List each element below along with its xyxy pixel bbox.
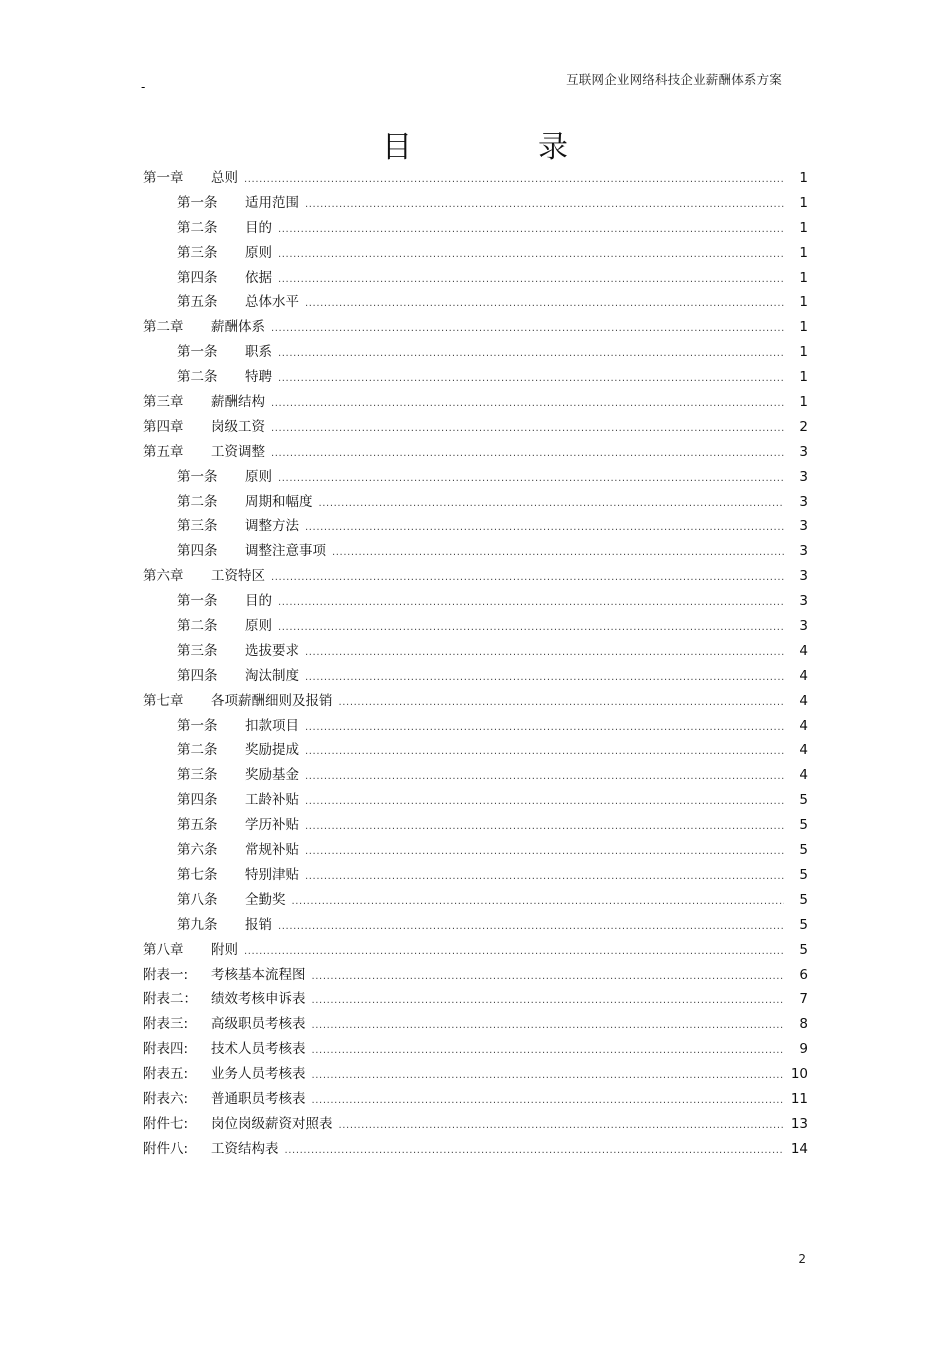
toc-entry-title: 奖励基金 [245, 767, 299, 784]
toc-entry-number: 第二条 [177, 493, 218, 510]
toc-entry-number: 附表五: [143, 1066, 189, 1083]
toc-entry-title: 学历补贴 [245, 817, 299, 834]
toc-entry-page: 5 [799, 792, 808, 809]
toc-entry-number: 第七章 [143, 692, 184, 709]
toc-entry-title: 报销 [245, 916, 272, 933]
toc-entry-number: 第四条 [177, 667, 218, 684]
toc-entry-page: 5 [799, 817, 808, 834]
toc-article-row[interactable] [143, 465, 808, 490]
toc-entry-number: 附件八: [143, 1140, 189, 1157]
toc-entry-number: 第九条 [177, 916, 218, 933]
toc-chapter-row[interactable] [143, 415, 808, 440]
toc-entry-title: 薪酬结构 [211, 394, 265, 411]
toc-entry-title: 绩效考核申诉表 [211, 991, 306, 1008]
toc-dot-leader [305, 516, 784, 541]
toc-entry-page: 11 [790, 1090, 808, 1107]
toc-article-row[interactable] [143, 738, 808, 763]
toc-dot-leader [312, 989, 785, 1014]
toc-chapter-row[interactable] [143, 1137, 808, 1162]
toc-entry-page: 3 [799, 593, 808, 610]
toc-entry-title: 附则 [211, 941, 238, 958]
toc-entry-page: 3 [799, 468, 808, 485]
toc-article-row[interactable] [143, 539, 808, 564]
toc-entry-number: 第六章 [143, 568, 184, 585]
toc-entry-page: 3 [799, 618, 808, 635]
toc-chapter-row[interactable] [143, 315, 808, 340]
toc-entry-page: 1 [799, 294, 808, 311]
toc-entry-page: 1 [799, 170, 808, 186]
toc-entry-title: 目的 [245, 593, 272, 610]
toc-entry-number: 第二条 [177, 219, 218, 236]
toc-dot-leader [312, 1089, 785, 1114]
toc-dot-leader [278, 591, 784, 616]
toc-article-row[interactable] [143, 813, 808, 838]
toc-entry-title: 原则 [245, 468, 272, 485]
toc-entry-page: 1 [799, 369, 808, 386]
toc-entry-number: 第二章 [143, 319, 184, 336]
toc-chapter-row[interactable] [143, 963, 808, 988]
toc-entry-number: 附表三: [143, 1016, 189, 1033]
toc-entry-title: 特别津贴 [245, 866, 299, 883]
toc-article-row[interactable] [143, 514, 808, 539]
toc-dot-leader [312, 1039, 785, 1064]
toc-entry-page: 4 [799, 717, 808, 734]
toc-article-row[interactable] [143, 290, 808, 315]
toc-dot-leader [244, 940, 784, 965]
toc-entry-title: 奖励提成 [245, 742, 299, 759]
toc-entry-number: 第三条 [177, 767, 218, 784]
toc-article-row[interactable] [143, 589, 808, 614]
toc-entry-title: 总体水平 [245, 294, 299, 311]
toc-entry-title: 薪酬体系 [211, 319, 265, 336]
toc-dot-leader [271, 317, 784, 342]
toc-entry-page: 10 [790, 1066, 808, 1083]
toc-dot-leader [319, 492, 785, 517]
toc-entry-number: 第三条 [177, 244, 218, 261]
toc-entry-number: 第六条 [177, 842, 218, 859]
toc-entry-title: 原则 [245, 244, 272, 261]
toc-article-row[interactable] [143, 365, 808, 390]
toc-entry-title: 普通职员考核表 [211, 1090, 306, 1107]
toc-chapter-row[interactable] [143, 440, 808, 465]
toc-entry-page: 7 [799, 991, 808, 1008]
toc-dot-leader [278, 342, 784, 367]
toc-entry-number: 第一条 [177, 194, 218, 211]
toc-chapter-row[interactable] [143, 166, 808, 191]
toc-entry-title: 工龄补贴 [245, 792, 299, 809]
toc-article-row[interactable] [143, 490, 808, 515]
toc-dot-leader [278, 243, 784, 268]
toc-dot-leader [332, 541, 784, 566]
toc-dot-leader [271, 442, 784, 467]
toc-entry-page: 5 [799, 941, 808, 958]
toc-entry-page: 4 [799, 667, 808, 684]
toc-entry-number: 附表二： [143, 991, 197, 1008]
toc-entry-page: 1 [799, 269, 808, 286]
toc-entry-number: 第二条 [177, 618, 218, 635]
toc-entry-title: 调整注意事项 [245, 543, 326, 560]
toc-article-row[interactable] [143, 614, 808, 639]
toc-entry-page: 3 [799, 518, 808, 535]
toc-dot-leader [305, 666, 784, 691]
toc-dot-leader [285, 1139, 785, 1164]
toc-entry-page: 1 [799, 194, 808, 211]
toc-article-row[interactable] [143, 266, 808, 291]
toc-dot-leader [305, 840, 784, 865]
toc-dot-leader [305, 815, 784, 840]
toc-entry-number: 附表六: [143, 1090, 189, 1107]
toc-entry-page: 1 [799, 244, 808, 261]
toc-entry-title: 目的 [245, 219, 272, 236]
toc-entry-title: 工资结构表 [211, 1140, 279, 1157]
running-header: 互联网企业网络科技企业薪酬体系方案 [566, 72, 782, 87]
toc-dot-leader [271, 392, 784, 417]
toc-entry-page: 1 [799, 344, 808, 361]
toc-entry-title: 适用范围 [245, 194, 299, 211]
toc-entry-number: 第四条 [177, 269, 218, 286]
toc-chapter-row[interactable] [143, 689, 808, 714]
toc-dot-leader [305, 641, 784, 666]
toc-article-row[interactable] [143, 838, 808, 863]
toc-chapter-row[interactable] [143, 564, 808, 589]
toc-article-row[interactable] [143, 340, 808, 365]
toc-entry-number: 附表一: [143, 966, 189, 983]
toc-dot-leader [312, 1014, 785, 1039]
toc-entry-number: 第四条 [177, 543, 218, 560]
toc-entry-title: 调整方法 [245, 518, 299, 535]
toc-dot-leader [271, 417, 784, 442]
toc-entry-title: 各项薪酬细则及报销 [211, 692, 333, 709]
toc-dot-leader [292, 890, 785, 915]
toc-entry-title: 淘汰制度 [245, 667, 299, 684]
toc-chapter-row[interactable] [143, 987, 808, 1012]
toc-article-row[interactable] [143, 241, 808, 266]
toc-entry-number: 第五条 [177, 817, 218, 834]
toc-entry-title: 扣款项目 [245, 717, 299, 734]
toc-dot-leader [278, 367, 784, 392]
toc-dot-leader [312, 965, 785, 990]
toc-entry-page: 1 [799, 394, 808, 411]
toc-entry-number: 第八条 [177, 891, 218, 908]
toc-entry-number: 第一章 [143, 170, 184, 186]
toc-entry-title: 原则 [245, 618, 272, 635]
header-mark: - [141, 80, 146, 94]
toc-article-row[interactable] [143, 763, 808, 788]
toc-entry-number: 第五章 [143, 443, 184, 460]
toc-article-row[interactable] [143, 913, 808, 938]
toc-entry-page: 4 [799, 767, 808, 784]
toc-chapter-row[interactable] [143, 1062, 808, 1087]
toc-dot-leader [305, 292, 784, 317]
toc-entry-page: 2 [799, 418, 808, 435]
toc-article-row[interactable] [143, 639, 808, 664]
toc-article-row[interactable] [143, 863, 808, 888]
toc-entry-title: 岗位岗级薪资对照表 [211, 1115, 333, 1132]
toc-chapter-row[interactable] [143, 390, 808, 415]
toc-entry-number: 第二条 [177, 742, 218, 759]
toc-entry-title: 业务人员考核表 [211, 1066, 306, 1083]
toc-entry-page: 1 [799, 319, 808, 336]
toc-entry-number: 第一条 [177, 344, 218, 361]
toc-entry-title: 高级职员考核表 [211, 1016, 306, 1033]
toc-entry-title: 技术人员考核表 [211, 1041, 306, 1058]
toc-entry-number: 第二条 [177, 369, 218, 386]
toc-entry-title: 全勤奖 [245, 891, 286, 908]
toc-entry-page: 13 [790, 1115, 808, 1132]
toc-dot-leader [278, 268, 784, 293]
toc-entry-page: 8 [799, 1016, 808, 1033]
toc-dot-leader [305, 716, 784, 741]
toc-dot-leader [305, 765, 784, 790]
toc-entry-number: 第一条 [177, 593, 218, 610]
toc-article-row[interactable] [143, 788, 808, 813]
toc-entry-number: 第三条 [177, 518, 218, 535]
toc-title: 目 录 [382, 130, 616, 165]
toc-dot-leader [271, 566, 784, 591]
toc-dot-leader [305, 865, 784, 890]
toc-entry-number: 第四条 [177, 792, 218, 809]
toc-entry-page: 4 [799, 742, 808, 759]
toc-chapter-row[interactable] [143, 1012, 808, 1037]
toc-entry-title: 特聘 [245, 369, 272, 386]
toc-article-row[interactable] [143, 664, 808, 689]
toc-dot-leader [339, 1114, 785, 1139]
toc-entry-title: 周期和幅度 [245, 493, 313, 510]
toc-chapter-row[interactable] [143, 938, 808, 963]
toc-entry-title: 总则 [211, 170, 238, 186]
page-number: 2 [798, 1252, 806, 1266]
toc-dot-leader [278, 915, 784, 940]
toc-entry-page: 5 [799, 891, 808, 908]
toc-entry-title: 职系 [245, 344, 272, 361]
toc-dot-leader [305, 740, 784, 765]
toc-entry-page: 6 [799, 966, 808, 983]
toc-chapter-row[interactable] [143, 1112, 808, 1137]
toc-entry-number: 第一条 [177, 468, 218, 485]
toc-entry-page: 9 [799, 1041, 808, 1058]
toc-entry-title: 岗级工资 [211, 418, 265, 435]
toc-dot-leader [305, 790, 784, 815]
table-of-contents [143, 166, 808, 1162]
toc-entry-page: 14 [790, 1140, 808, 1157]
toc-dot-leader [244, 168, 784, 193]
toc-entry-title: 常规补贴 [245, 842, 299, 859]
toc-entry-title: 工资特区 [211, 568, 265, 585]
toc-entry-page: 5 [799, 916, 808, 933]
toc-article-row[interactable] [143, 216, 808, 241]
toc-entry-title: 工资调整 [211, 443, 265, 460]
toc-dot-leader [278, 218, 784, 243]
toc-entry-page: 1 [799, 219, 808, 236]
toc-entry-number: 第五条 [177, 294, 218, 311]
toc-dot-leader [339, 691, 785, 716]
toc-dot-leader [278, 467, 784, 492]
toc-article-row[interactable] [143, 888, 808, 913]
toc-chapter-row[interactable] [143, 1087, 808, 1112]
toc-entry-page: 5 [799, 842, 808, 859]
toc-entry-number: 第三章 [143, 394, 184, 411]
toc-article-row[interactable] [143, 191, 808, 216]
toc-entry-number: 第三条 [177, 642, 218, 659]
toc-entry-number: 第七条 [177, 866, 218, 883]
toc-entry-number: 第一条 [177, 717, 218, 734]
toc-dot-leader [278, 616, 784, 641]
toc-entry-number: 附件七: [143, 1115, 189, 1132]
toc-chapter-row[interactable] [143, 1037, 808, 1062]
toc-entry-page: 4 [799, 642, 808, 659]
toc-entry-page: 3 [799, 443, 808, 460]
toc-dot-leader [305, 193, 784, 218]
toc-entry-page: 5 [799, 866, 808, 883]
toc-entry-page: 3 [799, 493, 808, 510]
toc-entry-number: 附表四: [143, 1041, 189, 1058]
toc-entry-number: 第四章 [143, 418, 184, 435]
toc-entry-title: 依据 [245, 269, 272, 286]
toc-entry-page: 3 [799, 568, 808, 585]
toc-dot-leader [312, 1064, 785, 1089]
toc-entry-title: 考核基本流程图 [211, 966, 306, 983]
toc-entry-title: 选拔要求 [245, 642, 299, 659]
toc-article-row[interactable] [143, 714, 808, 739]
toc-entry-number: 第八章 [143, 941, 184, 958]
toc-entry-page: 4 [799, 692, 808, 709]
toc-entry-page: 3 [799, 543, 808, 560]
